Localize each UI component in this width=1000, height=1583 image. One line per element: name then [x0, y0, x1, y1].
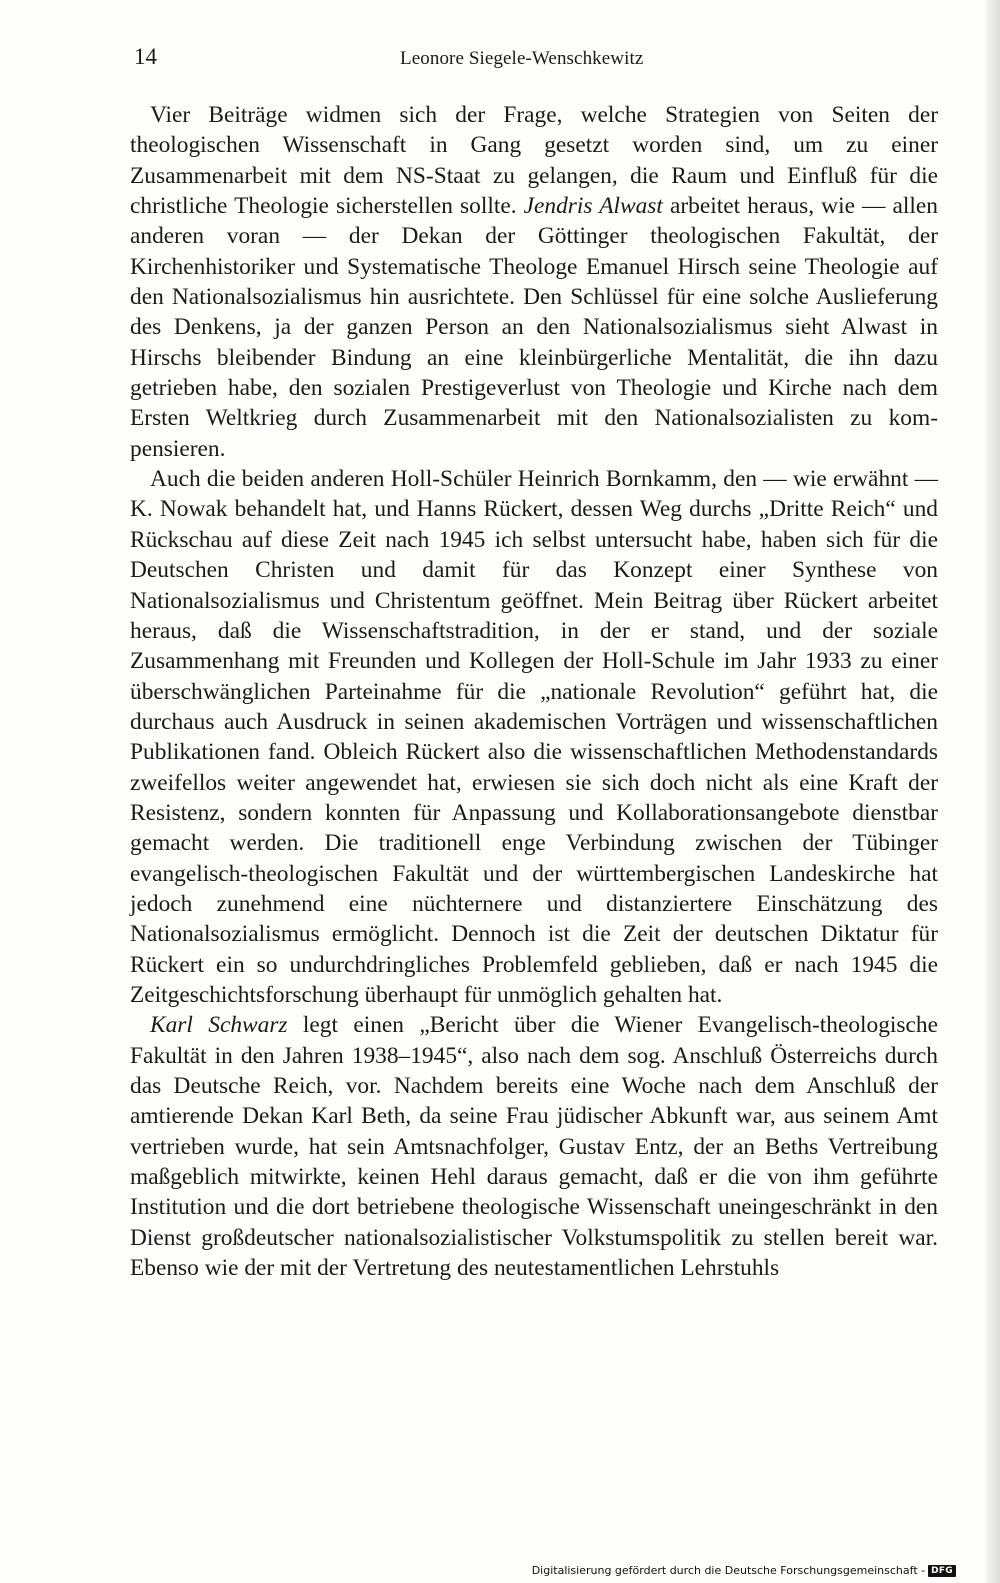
dfg-logo-icon: DFG: [928, 1565, 956, 1577]
paragraph-2: [130, 464, 938, 1010]
paragraph-text: Vier Beiträge widmen sich der Frage, welche Strategien von Seiten der theologischen Wissenschaft in Gang gesetzt worden sind, um zu einer Zusammenarbeit mit dem NS-Staat zu gelangen, die Raum und Einfluß für die christliche Theologie sicherstellen sollte.: [130, 102, 938, 220]
paragraph-text: legt einen „Bericht über die Wiener Evangelisch-theologische Fakultät in den Jahren 1938–1945“, also nach dem sog. Anschluß Österreichs durch das Deutsche Reich, vor. Nachdem bereits eine Woche nach dem Anschluß der amtierende Dekan Karl Beth, da seine Frau jüdischer Abkunft war, aus seinem Amt vertrieben wurde, hat sein Amtsnachfolger, Gustav Entz, der an Beths Vertreibung maßgeblich mitwirkte, keinen Hehl daraus gemacht, daß er die von ihm geführte Institution und die dort betriebene theologische Wissenschaft uneingeschränkt in den Dienst großdeutscher nationalsozialistischer Volkstumspolitik zu stellen bereit war. Ebenso wie der mit der Vertretung des neutestamentlichen Lehrstuhls: [130, 1012, 938, 1282]
paragraph-text: Auch die beiden anderen Holl-Schüler Heinrich Bornkamm, den — wie erwähnt — K. Nowak behandelt hat, und Hanns Rückert, dessen Weg durchs „Dritte Reich“ und Rückschau auf diese Zeit nach 1945 ich selbst untersucht habe, haben sich für die Deutschen Christen und damit für das Konzept einer Synthese von Nationalsozialismus und Christentum geöffnet. Mein Beitrag über Rückert arbeitet heraus, daß die Wissenschaftstradition, in der er stand, und der soziale Zusammenhang mit Freunden und Kollegen der Holl-Schule im Jahr 1933 zu einer überschwänglichen Parteinahme für die „nationale Revolution“ geführt hat, die durchaus auch Ausdruck in seinen akademischen Vorträgen und wissenschaftlichen Publikationen fand. Obleich Rückert also die wissenschaftlichen Methodenstandards zweifellos weiter angewendet hat, erwiesen sie sich doch nicht als eine Kraft der Resistenz, sondern konnten für Anpassung und Kollaborationsangebote dienstbar gemacht werden. Die traditionell enge Verbindung zwischen der Tübinger evangelisch-theologischen Fakultät und der württembergischen Landeskirche hat jedoch zunehmend eine nüchternere und distanziertere Einschätzung des Nationalsozialismus ermöglicht. Dennoch ist die Zeit der deutschen Diktatur für Rückert ein so undurchdringliches Problemfeld geblieben, daß er nach 1945 die Zeitgeschichtsforschung überhaupt für unmöglich gehalten hat.: [130, 466, 938, 1008]
author-name: Karl Schwarz: [150, 1012, 288, 1039]
running-head: [134, 44, 934, 76]
paragraph-text: arbeitet heraus, wie — allen anderen voran — der Dekan der Göttinger theologischen Fakultät, der Kirchenhistoriker und Systematische Theologe Emanuel Hirsch seine Theologie auf den Nationalsozialismus hin ausrichtete. Den Schlüssel für eine solche Auslieferung des Denkens, ja der ganzen Person an den Nationalsozialismus sieht Alwast in Hirschs bleibender Bindung an eine kleinbürgerliche Mentalität, die ihn dazu getrieben habe, den sozialen Prestigeverlust von Theologie und Kirche nach dem Ersten Weltkrieg durch Zusammenarbeit mit den Nationalsozialisten zu kompensieren.: [130, 193, 938, 462]
body-text: [130, 100, 938, 1283]
running-title: Leonore Siegele-Wenschkewitz: [400, 48, 644, 69]
author-name: Jendris Alwast: [523, 193, 663, 220]
paragraph-1: [130, 100, 938, 464]
credit-text: Digitalisierung gefördert durch die Deutsche Forschungsgemeinschaft -: [531, 1564, 926, 1577]
digitization-credit: [532, 1564, 956, 1577]
scan-edge: [986, 0, 1000, 1583]
page-number: 14: [134, 44, 157, 69]
paragraph-3: [130, 1010, 938, 1283]
